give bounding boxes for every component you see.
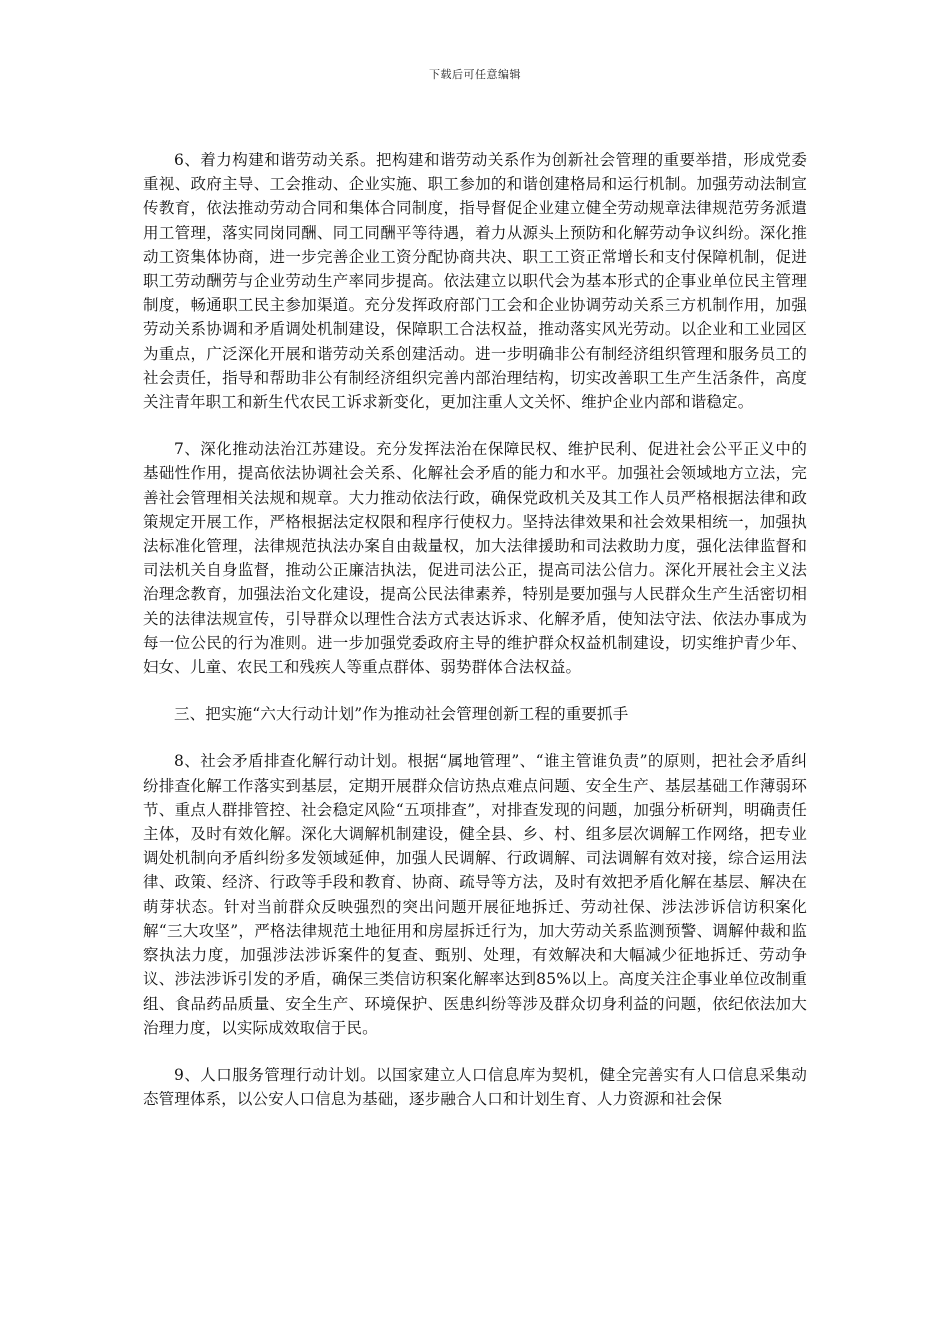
paragraph-6-harmonious-labor-relations: 6、着力构建和谐劳动关系。把构建和谐劳动关系作为创新社会管理的重要举措，形成党委重视、政府主导、工会推动、企业实施、职工参加的和谐创建格局和运行机制。加强劳动法制宣传教育，依法推动劳动合同和集体合同制度，指导督促企业建立健全劳动规章法律规范劳务派遣用工管理，落实同岗同酬、同工同酬平等待遇，着力从源头上预防和化解劳动争议纠纷。深化推动工资集体协商，进一步完善企业工资分配协商共决、职工工资正常增长和支付保障机制，促进职工劳动酬劳与企业劳动生产率同步提高。依法建立以职代会为基本形式的企事业单位民主管理制度，畅通职工民主参加渠道。充分发挥政府部门工会和企业协调劳动关系三方机制作用，加强劳动关系协调和矛盾调处机制建设，保障职工合法权益，推动落实风光劳动。以企业和工业园区为重点，广泛深化开展和谐劳动关系创建活动。进一步明确非公有制经济组织管理和服务员工的社会责任，指导和帮助非公有制经济组织完善内部治理结构，切实改善职工生产生活条件，高度关注青年职工和新生代农民工诉求新变化，更加注重人文关怀、维护企业内部和谐稳定。 xyxy=(143,151,807,412)
paragraph-8-conflict-resolution-plan: 8、社会矛盾排查化解行动计划。根据“属地管理”、“谁主管谁负责”的原则，把社会矛盾纠纷排查化解工作落实到基层，定期开展群众信访热点难点问题、安全生产、基层基础工作薄弱环节、重点人群排管控、社会稳定风险“五项排查”，对排查发现的问题，加强分析研判，明确责任主体，及时有效化解。深化大调解机制建设，健全县、乡、村、组多层次调解工作网络，把专业调处机制向矛盾纠纷多发领域延伸，加强人民调解、行政调解、司法调解有效对接，综合运用法律、政策、经济、行政等手段和教育、协商、疏导等方法，及时有效把矛盾化解在基层、解决在萌芽状态。针对当前群众反映强烈的突出问题开展征地拆迁、劳动社保、涉法涉诉信访积案化解“三大攻坚”，严格法律规范土地征用和房屋拆迁行为，加大劳动关系监测预警、调解仲裁和监察执法力度，加强涉法涉诉案件的复查、甄别、处理，有效解决和大幅减少征地拆迁、劳动争议、涉法涉诉引发的矛盾，确保三类信访积案化解率达到85%以上。高度关注企事业单位改制重组、食品药品质量、安全生产、环境保护、医患纠纷等涉及群众切身利益的问题，依纪依法加大治理力度，以实际成效取信于民。 xyxy=(143,752,807,1037)
page-header: 下载后可任意编辑 xyxy=(429,68,521,81)
document-body xyxy=(143,148,807,1134)
paragraph-9-population-service-plan: 9、人口服务管理行动计划。以国家建立人口信息库为契机，健全完善实有人口信息采集动态管理体系，以公安人口信息为基础，逐步融合人口和计划生育、人力资源和社会保 xyxy=(143,1065,807,1109)
section-heading-three: 三、把实施“六大行动计划”作为推动社会管理创新工程的重要抓手 xyxy=(174,705,629,724)
paragraph-7-rule-of-law-jiangsu: 7、深化推动法治江苏建设。充分发挥法治在保障民权、维护民利、促进社会公平正义中的基础性作用，提高依法协调社会关系、化解社会矛盾的能力和水平。加强社会领域地方立法，完善社会管理相关法规和规章。大力推动依法行政，确保党政机关及其工作人员严格根据法律和政策规定开展工作，严格根据法定权限和程序行使权力。坚持法律效果和社会效果相统一，加强执法标准化管理，法律规范执法办案自由裁量权，加大法律援助和司法救助力度，强化法律监督和司法机关自身监督，推动公正廉洁执法，促进司法公正，提高司法公信力。深化开展社会主义法治理念教育，加强法治文化建设，提高公民法律素养，特别是要加强与人民群众生产生活密切相关的法律法规宣传，引导群众以理性合法方式表达诉求、化解矛盾，使知法守法、依法办事成为每一位公民的行为准则。进一步加强党委政府主导的维护群众权益机制建设，切实维护青少年、妇女、儿童、农民工和残疾人等重点群体、弱势群体合法权益。 xyxy=(143,440,807,677)
